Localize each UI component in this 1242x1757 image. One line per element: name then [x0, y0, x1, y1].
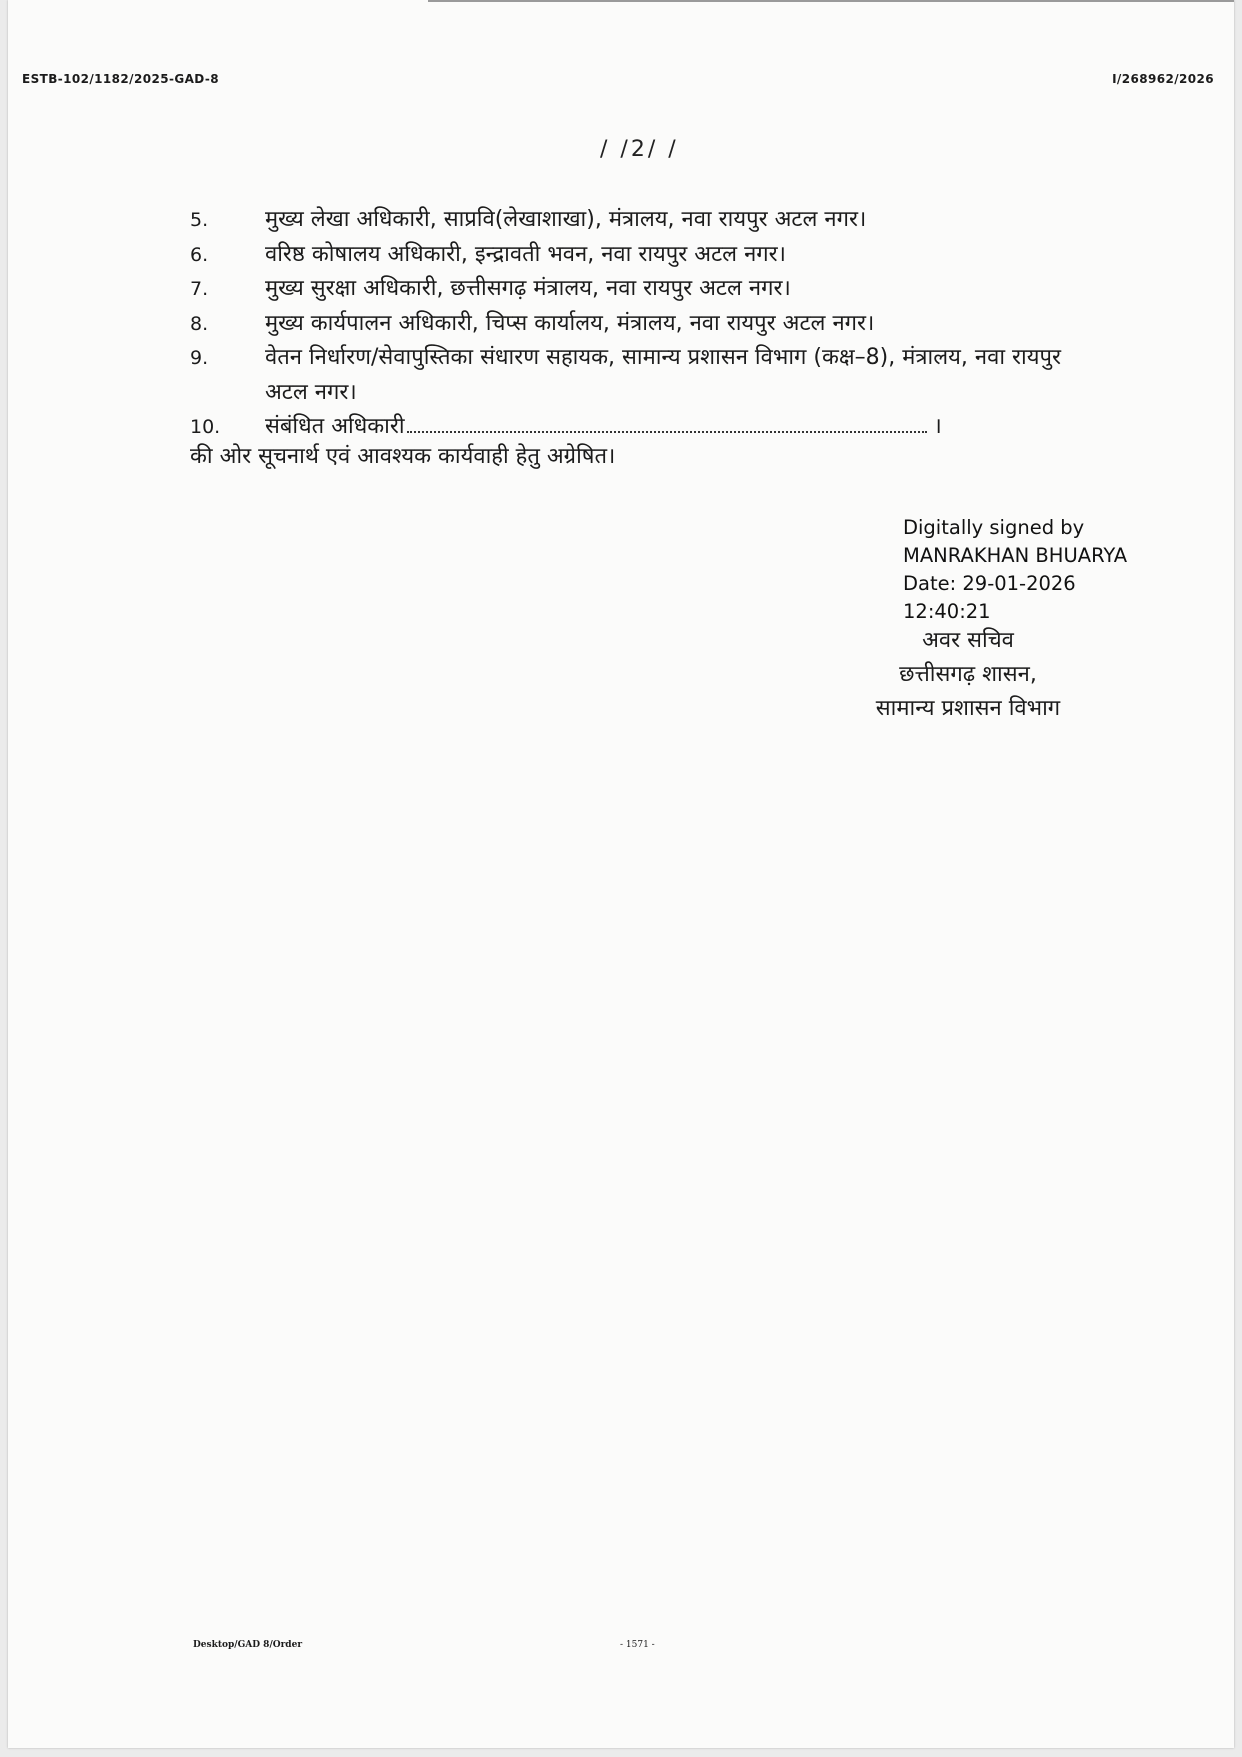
list-item-number: 8.: [190, 312, 209, 335]
footer-page-number: - 1571 -: [620, 1640, 655, 1650]
list-item-number: 9.: [190, 347, 209, 369]
recipient-list: [190, 203, 1090, 445]
document-page: [8, 0, 1234, 1748]
footer-file-path: Desktop/GAD 8/Order: [193, 1640, 303, 1650]
designation-department: सामान्य प्रशासन विभाग: [875, 696, 1061, 721]
fill-in-dotted-line: [407, 430, 927, 433]
list-item: [190, 341, 1090, 410]
list-item-number: 7.: [190, 278, 209, 300]
signature-signer-name: MANRAKHAN BHUARYA: [903, 544, 1128, 567]
forwarding-sentence: की ओर सूचनार्थ एवं आवश्यक कार्यवाही हेतु अग्रेषित।: [190, 444, 616, 469]
signature-date: Date: 29-01-2026: [903, 572, 1076, 595]
designation-title: अवर सचिव: [922, 628, 1014, 653]
page-number-marker: / /2/ /: [600, 137, 679, 162]
list-item: [190, 272, 1090, 307]
list-item-text: मुख्य लेखा अधिकारी, साप्रवि(लेखाशाखा), मंत्रालय, नवा रायपुर अटल नगर।: [265, 207, 867, 232]
list-item-text: वरिष्ठ कोषालय अधिकारी, इन्द्रावती भवन, नवा रायपुर अटल नगर।: [265, 241, 787, 267]
list-item: [190, 307, 1090, 342]
list-item-number: 5.: [190, 209, 209, 231]
file-reference-number: ESTB-102/1182/2025-GAD-8: [22, 72, 219, 86]
list-item-end-mark: ।: [933, 414, 942, 439]
list-item-number: 10.: [190, 416, 221, 438]
inward-reference-number: I/268962/2026: [1112, 72, 1214, 86]
list-item-text: मुख्य कार्यपालन अधिकारी, चिप्स कार्यालय, मंत्रालय, नवा रायपुर अटल नगर।: [265, 310, 875, 336]
designation-government: छत्तीसगढ़ शासन,: [899, 662, 1037, 687]
signature-time: 12:40:21: [903, 600, 991, 623]
list-item-text: मुख्य सुरक्षा अधिकारी, छत्तीसगढ़ मंत्रालय, नवा रायपुर अटल नगर।: [265, 276, 791, 301]
list-item-text: संबंधित अधिकारी: [265, 414, 405, 439]
signatory-designation: [838, 624, 1098, 726]
signature-line: Digitally signed by: [903, 516, 1085, 539]
top-edge-rule: [428, 0, 1234, 2]
digital-signature-block: [903, 514, 1127, 626]
list-item: [190, 238, 1090, 273]
list-item-number: 6.: [190, 243, 209, 266]
list-item: [190, 203, 1090, 238]
list-item-text: वेतन निर्धारण/सेवापुस्तिका संधारण सहायक, सामान्य प्रशासन विभाग (कक्ष–8), मंत्रालय, नवा रायपुर अटल नगर।: [265, 345, 1061, 405]
